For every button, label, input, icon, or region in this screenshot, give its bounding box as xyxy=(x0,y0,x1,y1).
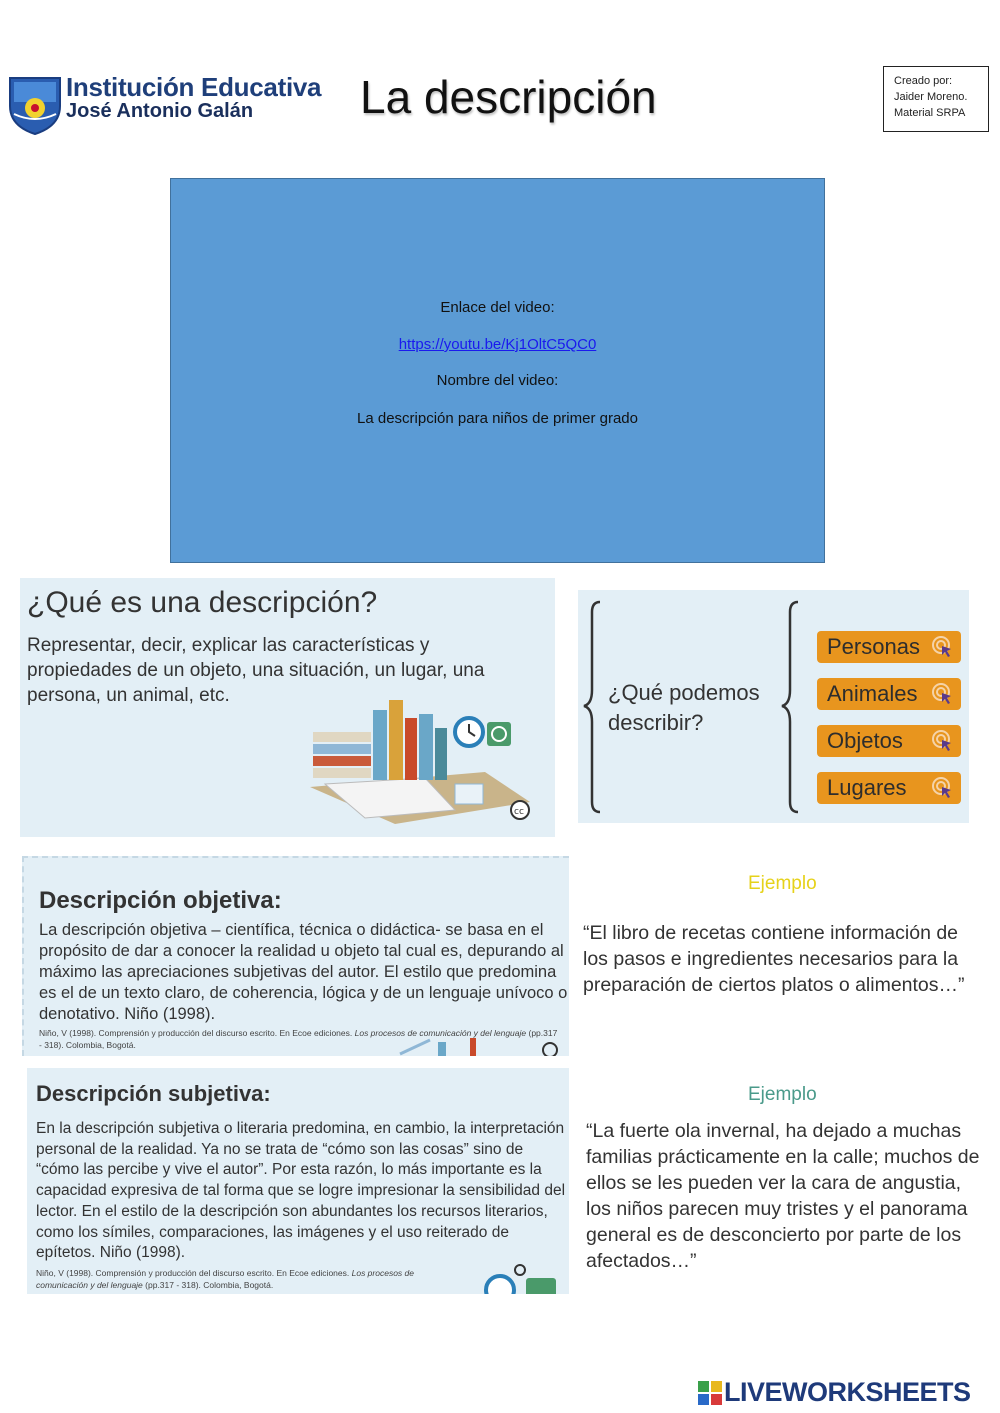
credit-box xyxy=(883,66,989,132)
books-illustration-partial xyxy=(390,1038,565,1056)
video-link-label: Enlace del video: xyxy=(440,299,555,316)
svg-text:cc: cc xyxy=(514,807,524,817)
objective-citation: Niño, V (1998). Comprensión y producción del discurso escrito. En Ecoe ediciones. Los procesos de comunicación y del lenguaje (pp.317 - 318). Colombia, Bogotá. xyxy=(39,1028,558,1050)
books-illustration xyxy=(305,692,535,827)
video-name-label: Nombre del video: xyxy=(436,372,559,389)
example-text: “La fuerte ola invernal, ha dejado a muchas familias prácticamente en la calle; muchos de ellos se les pueden ver la cara de angustia, los niños parecen muy tristes y el panorama general es de desconcierto por parte de los afectados…” xyxy=(586,1120,980,1272)
tag-label: Objetos xyxy=(827,728,903,753)
definition-text: Representar, decir, explicar las características y propiedades de un objeto, una situación, un lugar, una persona, un animal, etc. xyxy=(27,635,485,706)
video-info-box xyxy=(170,178,825,563)
example-label: Ejemplo xyxy=(748,873,817,894)
credit-line: Creado por: xyxy=(894,75,953,87)
video-name: La descripción para niños de primer grado xyxy=(357,410,638,427)
school-name: Institución Educativa xyxy=(66,72,322,102)
liveworksheets-wordmark: LIVEWORKSHEETS xyxy=(724,1377,971,1407)
describe-question: ¿Qué podemos describir? xyxy=(608,680,760,735)
objective-text: La descripción objetiva – científica, técnica o didáctica- se basa en el propósito de dar a conocer la realidad u objeto tal cual es, depurando al máximo las apreciaciones subjetivas del autor. El estilo que predomina es el de un texto claro, de coherencia, lógica y de un lenguaje unívoco o denotativo. Niño (1998). xyxy=(39,921,568,1023)
example-text: “El libro de recetas contiene información de los pasos e ingredientes necesarios para la preparación de ciertos platos o alimentos…” xyxy=(583,922,965,996)
tag-label: Lugares xyxy=(827,775,907,800)
tag-lugares[interactable] xyxy=(817,772,961,804)
tag-personas[interactable] xyxy=(817,631,961,663)
tag-label: Personas xyxy=(827,634,920,659)
tag-animales[interactable] xyxy=(817,678,961,710)
click-pointer-icon xyxy=(931,729,955,753)
subjective-heading: Descripción subjetiva: xyxy=(36,1081,271,1106)
subjective-text: En la descripción subjetiva o literaria predomina, en cambio, la interpretación personal de la realidad. Ya no se trata de “cómo son las cosas” sino de “cómo las percibe y vive el autor”. Por esta razón, lo más importante es la capacidad expresiva de tal forma que se logre impresionar la sensibilidad del lector. En el estilo de la descripción son abundantes los recursos literarios, como los símiles, comparaciones, las imágenes y el uso reiterado de epítetos. Niño (1998). xyxy=(36,1120,566,1262)
school-subname: José Antonio Galán xyxy=(66,100,254,122)
click-pointer-icon xyxy=(931,682,955,706)
credit-line: Material SRPA xyxy=(894,107,966,119)
tag-label: Animales xyxy=(827,681,918,706)
definition-heading: ¿Qué es una descripción? xyxy=(27,586,378,619)
credit-line: Jaider Moreno. xyxy=(894,91,968,103)
page-title: La descripción xyxy=(360,71,657,123)
example-label: Ejemplo xyxy=(748,1084,817,1105)
click-pointer-icon xyxy=(931,635,955,659)
school-shield-logo xyxy=(6,72,64,136)
video-link[interactable]: https://youtu.be/Kj1OltC5QC0 xyxy=(398,336,597,353)
subjective-citation: Niño, V (1998). Comprensión y producción del discurso escrito. En Ecoe ediciones. Los procesos de comunicación y del lenguaje (pp.317 - 318). Colombia, Bogotá. xyxy=(36,1268,414,1290)
liveworksheets-brand[interactable] xyxy=(698,1377,994,1407)
objective-heading: Descripción objetiva: xyxy=(39,887,282,914)
click-pointer-icon xyxy=(931,776,955,800)
liveworksheets-logo-icon xyxy=(698,1381,722,1405)
clock-mug-illustration-partial xyxy=(480,1262,569,1294)
tag-objetos[interactable] xyxy=(817,725,961,757)
